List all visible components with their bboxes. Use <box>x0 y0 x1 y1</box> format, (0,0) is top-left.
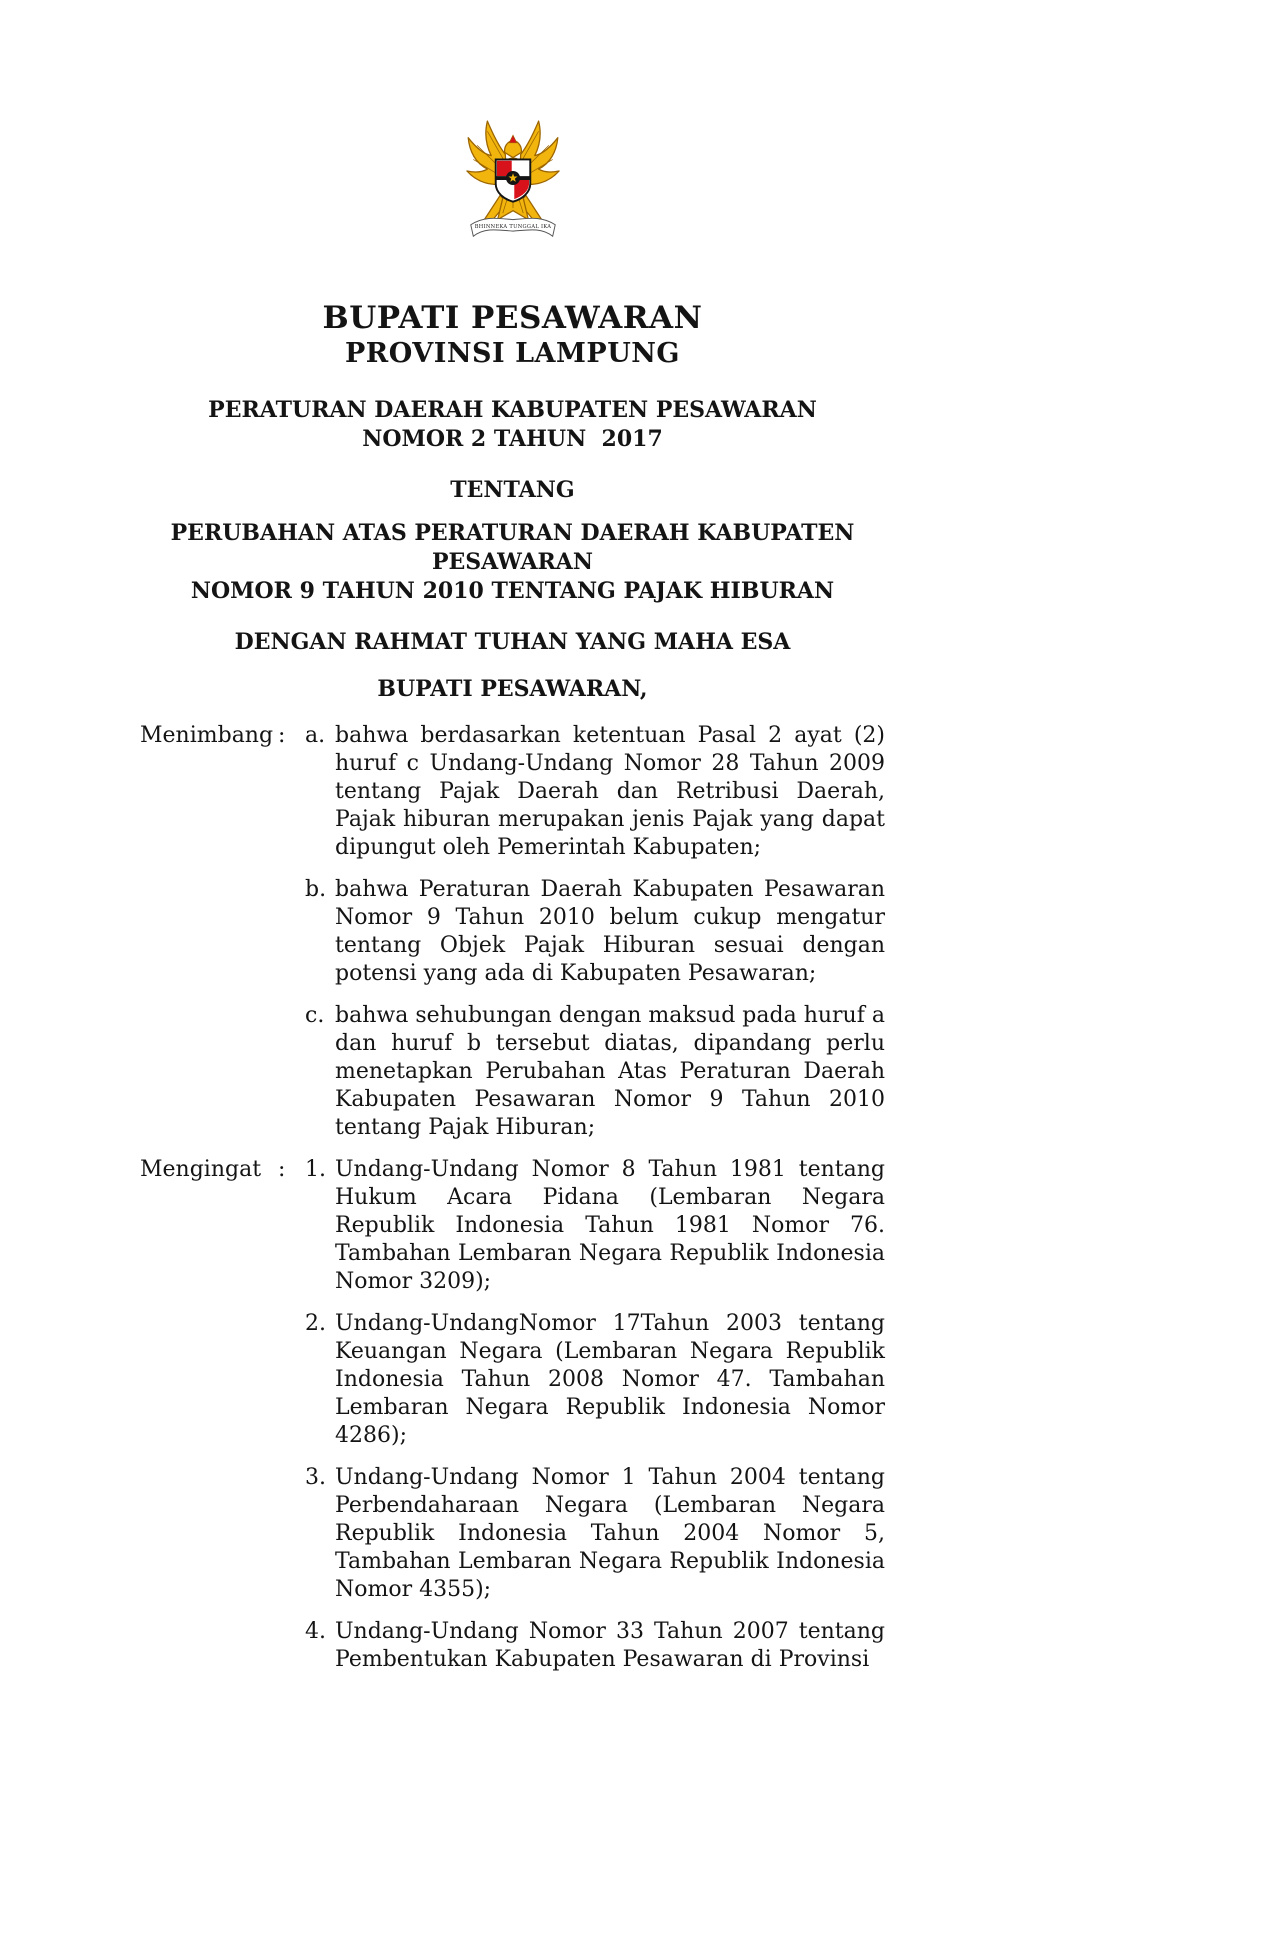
menimbang-item-b <box>140 876 885 988</box>
spacer <box>140 876 278 988</box>
item-text: bahwa Peraturan Daerah Kabupaten Pesawaran Nomor 9 Tahun 2010 belum cukup mengatur tentang Objek Pajak Hiburan sesuai dengan potensi yang ada di Kabupaten Pesawaran; <box>335 877 885 986</box>
motto-text: BHINNEKA TUNGGAL IKA <box>474 223 551 230</box>
mengingat-item-3 <box>140 1464 885 1604</box>
spacer <box>140 1618 278 1674</box>
regulation-title: PERATURAN DAERAH KABUPATEN PESAWARAN <box>208 397 817 423</box>
item-marker: a. <box>305 723 326 748</box>
subject-block <box>140 519 885 606</box>
item-text: Undang-Undang Nomor 33 Tahun 2007 tentang Pembentukan Kabupaten Pesawaran di Provinsi <box>335 1619 885 1672</box>
mengingat-item-1 <box>140 1156 885 1296</box>
spacer <box>278 1618 305 1674</box>
item-marker: b. <box>305 877 327 902</box>
menimbang-item-a <box>140 722 885 862</box>
mengingat-section <box>140 1156 885 1674</box>
item-text: Undang-UndangNomor 17Tahun 2003 tentang Keuangan Negara (Lembaran Negara Republik Indonesia Tahun 2008 Nomor 47. Tambahan Lembaran Negara Republik Indonesia Nomor 4286); <box>335 1311 885 1448</box>
menimbang-item-c <box>140 1002 885 1142</box>
item-text: Undang-Undang Nomor 8 Tahun 1981 tentang Hukum Acara Pidana (Lembaran Negara Republik Indonesia Tahun 1981 Nomor 76. Tambahan Lembaran Negara Republik Indonesia Nomor 3209); <box>335 1157 885 1294</box>
spacer <box>140 1464 278 1604</box>
item-text: Undang-Undang Nomor 1 Tahun 2004 tentang Perbendaharaan Negara (Lembaran Negara Republik Indonesia Tahun 2004 Nomor 5, Tambahan Lembaran Negara Republik Indonesia Nomor 4355); <box>335 1465 885 1602</box>
subject-line-1: PERUBAHAN ATAS PERATURAN DAERAH KABUPATEN PESAWARAN <box>170 520 855 575</box>
menimbang-section <box>140 722 885 1142</box>
menimbang-colon: : <box>278 723 286 748</box>
enacting-official: BUPATI PESAWARAN, <box>377 676 648 702</box>
item-text: bahwa berdasarkan ketentuan Pasal 2 ayat (2) huruf c Undang-Undang Nomor 28 Tahun 2009 tentang Pajak Daerah dan Retribusi Daerah, Pajak hiburan merupakan jenis Pajak yang dapat dipungut oleh Pemerintah Kabupaten; <box>335 723 885 860</box>
mengingat-colon: : <box>278 1157 286 1182</box>
spacer <box>278 876 305 988</box>
about-label: TENTANG <box>450 477 575 503</box>
item-marker: c. <box>305 1003 325 1028</box>
mengingat-item-4 <box>140 1618 885 1674</box>
garuda-crest <box>509 135 517 143</box>
item-marker: 2. <box>305 1311 326 1336</box>
pancasila-shield <box>495 159 530 201</box>
invocation: DENGAN RAHMAT TUHAN YANG MAHA ESA <box>234 629 791 655</box>
item-marker: 1. <box>305 1157 326 1182</box>
menimbang-label: Menimbang <box>140 723 274 748</box>
spacer <box>278 1464 305 1604</box>
motto-banner <box>470 218 554 236</box>
spacer <box>140 1310 278 1450</box>
document-content <box>140 112 885 1674</box>
garuda-pancasila-emblem <box>140 112 885 260</box>
regulation-heading-block <box>140 396 885 454</box>
mengingat-item-2 <box>140 1310 885 1450</box>
spacer <box>140 1002 278 1142</box>
mengingat-label: Mengingat <box>140 1157 262 1182</box>
item-text: bahwa sehubungan dengan maksud pada huruf a dan huruf b tersebut diatas, dipandang perlu menetapkan Perubahan Atas Peraturan Daerah Kabupaten Pesawaran Nomor 9 Tahun 2010 tentang Pajak Hiburan; <box>335 1003 885 1140</box>
authority-title: BUPATI PESAWARAN <box>322 300 703 336</box>
province-title: PROVINSI LAMPUNG <box>345 338 680 369</box>
regulation-number: NOMOR 2 TAHUN 2017 <box>362 426 663 452</box>
garuda-emblem-icon <box>449 112 577 253</box>
spacer <box>278 1002 305 1142</box>
item-marker: 4. <box>305 1619 326 1644</box>
subject-line-2: NOMOR 9 TAHUN 2010 TENTANG PAJAK HIBURAN <box>190 578 835 604</box>
item-marker: 3. <box>305 1465 326 1490</box>
spacer <box>278 1310 305 1450</box>
